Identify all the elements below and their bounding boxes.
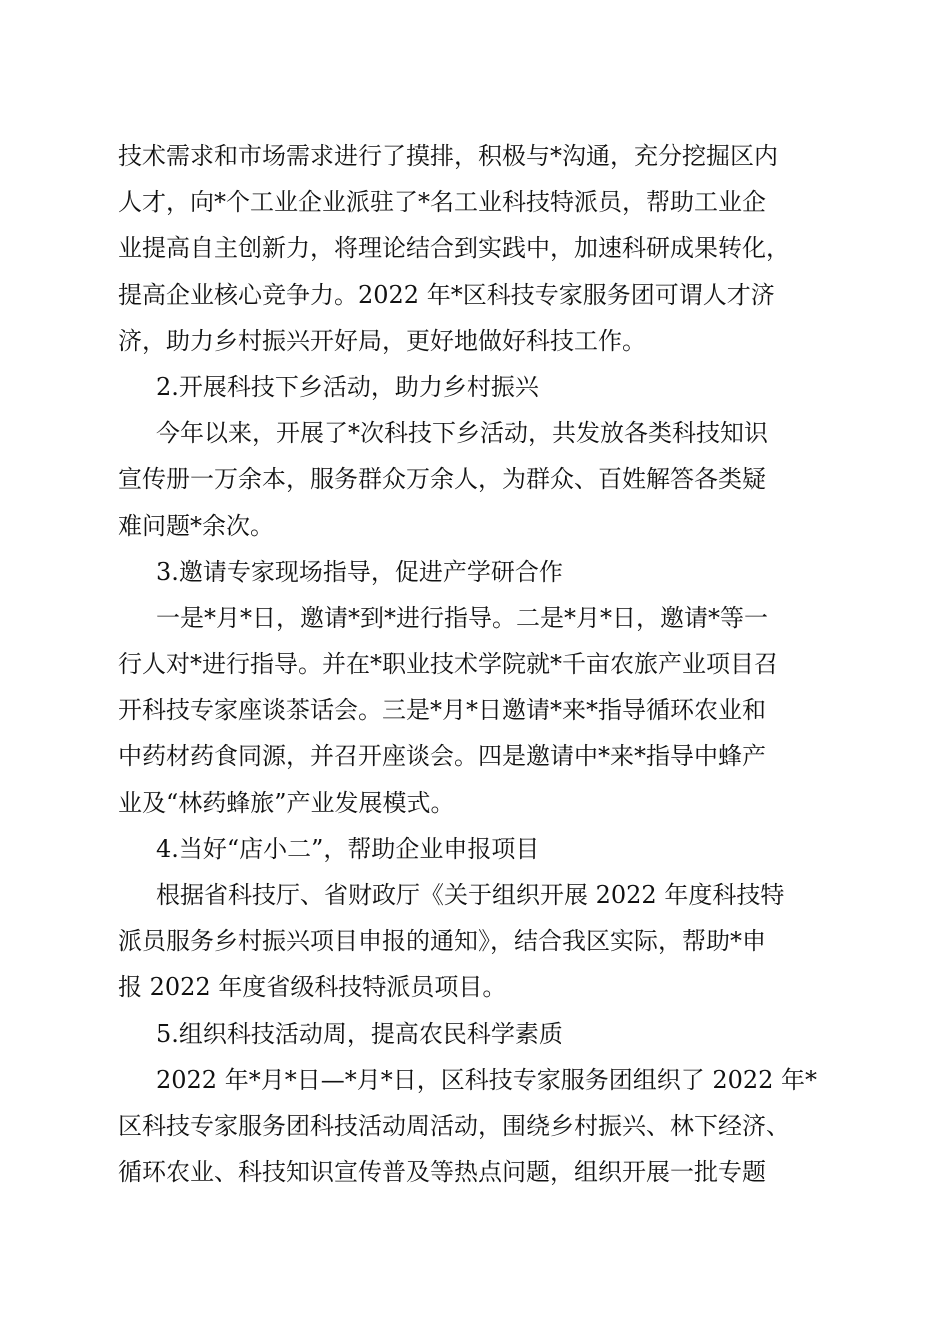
body-line: 2022 年*月*日—*月*日，区科技专家服务团组织了 2022 年* <box>156 1065 818 1094</box>
body-line: 开科技专家座谈茶话会。三是*月*日邀请*来*指导循环农业和 <box>118 696 766 725</box>
section-heading-3: 3.邀请专家现场指导，促进产学研合作 <box>156 557 563 586</box>
body-line: 济，助力乡村振兴开好局，更好地做好科技工作。 <box>118 326 646 355</box>
body-line: 中药材药食同源，并召开座谈会。四是邀请中*来*指导中蜂产 <box>118 742 766 771</box>
body-line: 宣传册一万余本，服务群众万余人，为群众、百姓解答各类疑 <box>118 465 766 494</box>
body-line: 行人对*进行指导。并在*职业技术学院就*千亩农旅产业项目召 <box>118 650 778 679</box>
section-heading-2: 2.开展科技下乡活动，助力乡村振兴 <box>156 372 539 401</box>
body-line: 区科技专家服务团科技活动周活动，围绕乡村振兴、林下经济、 <box>118 1111 790 1140</box>
body-line: 派员服务乡村振兴项目申报的通知》，结合我区实际，帮助*申 <box>118 927 766 956</box>
body-line: 人才，向*个工业企业派驻了*名工业科技特派员，帮助工业企 <box>118 188 766 217</box>
section-heading-5: 5.组织科技活动周，提高农民科学素质 <box>156 1019 563 1048</box>
body-line: 报 2022 年度省级科技特派员项目。 <box>118 973 507 1002</box>
body-line: 业提高自主创新力，将理论结合到实践中，加速科研成果转化， <box>118 234 790 263</box>
body-line: 业及“林药蜂旅”产业发展模式。 <box>118 788 455 817</box>
section-heading-4: 4.当好“店小二”，帮助企业申报项目 <box>156 834 540 863</box>
body-line: 今年以来，开展了*次科技下乡活动，共发放各类科技知识 <box>156 419 768 448</box>
body-line: 难问题*余次。 <box>118 511 274 540</box>
body-line: 循环农业、科技知识宣传普及等热点问题，组织开展一批专题 <box>118 1158 766 1187</box>
body-line: 一是*月*日，邀请*到*进行指导。二是*月*日，邀请*等一 <box>156 603 768 632</box>
body-line: 提高企业核心竞争力。2022 年*区科技专家服务团可谓人才济 <box>118 280 775 309</box>
document-body <box>118 133 838 1195</box>
body-line: 技术需求和市场需求进行了摸排，积极与*沟通，充分挖掘区内 <box>118 142 778 170</box>
body-line: 根据省科技厅、省财政厅《关于组织开展 2022 年度科技特 <box>156 881 785 909</box>
